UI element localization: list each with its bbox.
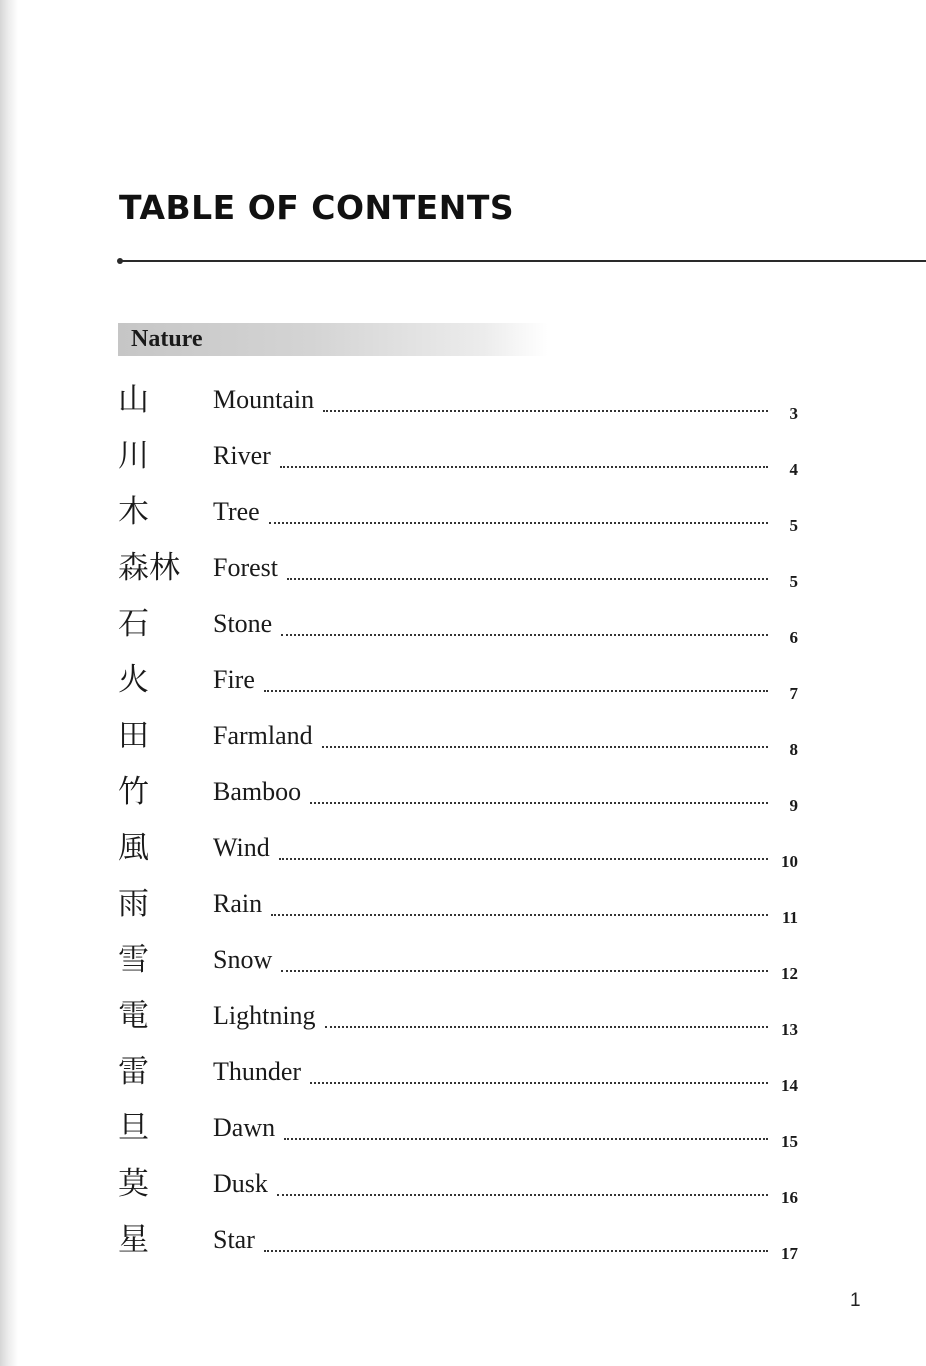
dot-leader [310, 776, 768, 804]
toc-entry-character: 川 [118, 438, 149, 474]
dot-leader [277, 1168, 768, 1196]
toc-entry-page[interactable]: 5 [789, 572, 798, 591]
toc-entry-page[interactable]: 9 [789, 796, 798, 815]
dot-leader [281, 608, 768, 636]
toc-entry-title[interactable]: Fire [213, 665, 255, 694]
toc-entry[interactable] [118, 1216, 798, 1272]
toc-list [118, 376, 798, 1272]
toc-entry-character: 森林 [118, 550, 180, 586]
toc-entry-row [213, 1056, 798, 1095]
toc-entry-page[interactable]: 5 [789, 516, 798, 535]
dot-leader [322, 720, 768, 748]
toc-entry-row [213, 1000, 798, 1039]
toc-entry-title[interactable]: Dusk [213, 1169, 268, 1198]
dot-leader [284, 1112, 768, 1140]
toc-entry[interactable] [118, 488, 798, 544]
toc-entry-character: 山 [118, 382, 149, 418]
toc-entry-page[interactable]: 4 [789, 460, 798, 479]
toc-entry-title[interactable]: Farmland [213, 721, 313, 750]
dot-leader [310, 1056, 768, 1084]
toc-entry-title[interactable]: Wind [213, 833, 270, 862]
toc-entry-character: 雪 [118, 942, 149, 978]
title-divider [120, 260, 926, 262]
toc-entry-title[interactable]: Lightning [213, 1001, 316, 1030]
toc-entry-page[interactable]: 16 [781, 1188, 798, 1207]
toc-entry-row [213, 944, 798, 983]
toc-entry-character: 雨 [118, 886, 149, 922]
toc-entry-title[interactable]: Stone [213, 609, 273, 638]
toc-entry-row [213, 496, 798, 535]
toc-entry-page[interactable]: 13 [781, 1020, 798, 1039]
toc-entry-title[interactable]: Rain [213, 889, 263, 918]
toc-entry-page[interactable]: 3 [789, 404, 798, 423]
toc-entry[interactable] [118, 992, 798, 1048]
toc-entry[interactable] [118, 376, 798, 432]
toc-entry-character: 旦 [118, 1110, 149, 1146]
toc-entry[interactable] [118, 880, 798, 936]
toc-entry-character: 星 [118, 1222, 149, 1258]
dot-leader [280, 440, 768, 468]
page-spine-shadow [0, 0, 18, 1366]
divider-dot [117, 258, 123, 264]
dot-leader [269, 496, 768, 524]
toc-entry[interactable] [118, 1160, 798, 1216]
toc-entry-page[interactable]: 8 [789, 740, 798, 759]
toc-entry-page[interactable]: 10 [781, 852, 798, 871]
toc-entry-title[interactable]: Thunder [213, 1057, 302, 1086]
toc-entry-character: 電 [118, 998, 149, 1034]
toc-entry-title[interactable]: Dawn [213, 1113, 276, 1142]
toc-entry[interactable] [118, 824, 798, 880]
page-title: TABLE OF CONTENTS [119, 188, 515, 227]
toc-entry-page[interactable]: 6 [789, 628, 798, 647]
toc-entry-row [213, 440, 798, 479]
toc-entry-row [213, 720, 798, 759]
toc-entry-row [213, 776, 798, 815]
toc-entry-page[interactable]: 15 [781, 1132, 798, 1151]
dot-leader [264, 664, 768, 692]
toc-entry-character: 田 [118, 718, 149, 754]
dot-leader [287, 552, 768, 580]
toc-entry-character: 火 [118, 662, 149, 698]
toc-entry-page[interactable]: 11 [781, 908, 798, 927]
section-label: Nature [131, 326, 203, 352]
toc-entry-row [213, 608, 798, 647]
toc-entry-title[interactable]: Snow [213, 945, 273, 974]
toc-entry-page[interactable]: 17 [781, 1244, 798, 1263]
toc-entry-row [213, 888, 798, 927]
dot-leader [264, 1224, 768, 1252]
toc-entry-title[interactable]: Bamboo [213, 777, 302, 806]
toc-entry-row [213, 552, 798, 591]
toc-entry[interactable] [118, 432, 798, 488]
toc-entry-page[interactable]: 14 [781, 1076, 798, 1095]
toc-entry-row [213, 1168, 798, 1207]
toc-entry-title[interactable]: Mountain [213, 385, 315, 414]
toc-entry-row [213, 664, 798, 703]
section-header [118, 323, 548, 356]
toc-entry-title[interactable]: Forest [213, 553, 278, 582]
toc-entry-title[interactable]: Star [213, 1225, 255, 1254]
dot-leader [323, 384, 768, 412]
toc-entry-row [213, 832, 798, 871]
toc-entry-title[interactable]: Tree [213, 497, 260, 526]
toc-entry-page[interactable]: 12 [781, 964, 798, 983]
toc-entry[interactable] [118, 936, 798, 992]
toc-entry[interactable] [118, 600, 798, 656]
toc-entry-row [213, 1224, 798, 1263]
toc-entry-page[interactable]: 7 [789, 684, 798, 703]
toc-entry[interactable] [118, 1104, 798, 1160]
page-number: 1 [850, 1290, 861, 1311]
toc-entry-character: 風 [118, 830, 149, 866]
toc-entry[interactable] [118, 712, 798, 768]
toc-entry-character: 石 [118, 606, 149, 642]
toc-entry-character: 雷 [118, 1054, 149, 1090]
dot-leader [325, 1000, 768, 1028]
toc-entry[interactable] [118, 656, 798, 712]
dot-leader [281, 944, 768, 972]
toc-entry-row [213, 384, 798, 423]
toc-entry-character: 竹 [118, 774, 149, 810]
toc-entry-character: 木 [118, 494, 149, 530]
dot-leader [271, 888, 768, 916]
toc-entry[interactable] [118, 544, 798, 600]
toc-entry-character: 莫 [118, 1166, 149, 1202]
toc-entry[interactable] [118, 768, 798, 824]
toc-entry-row [213, 1112, 798, 1151]
toc-entry-title[interactable]: River [213, 441, 271, 470]
toc-entry[interactable] [118, 1048, 798, 1104]
dot-leader [279, 832, 768, 860]
